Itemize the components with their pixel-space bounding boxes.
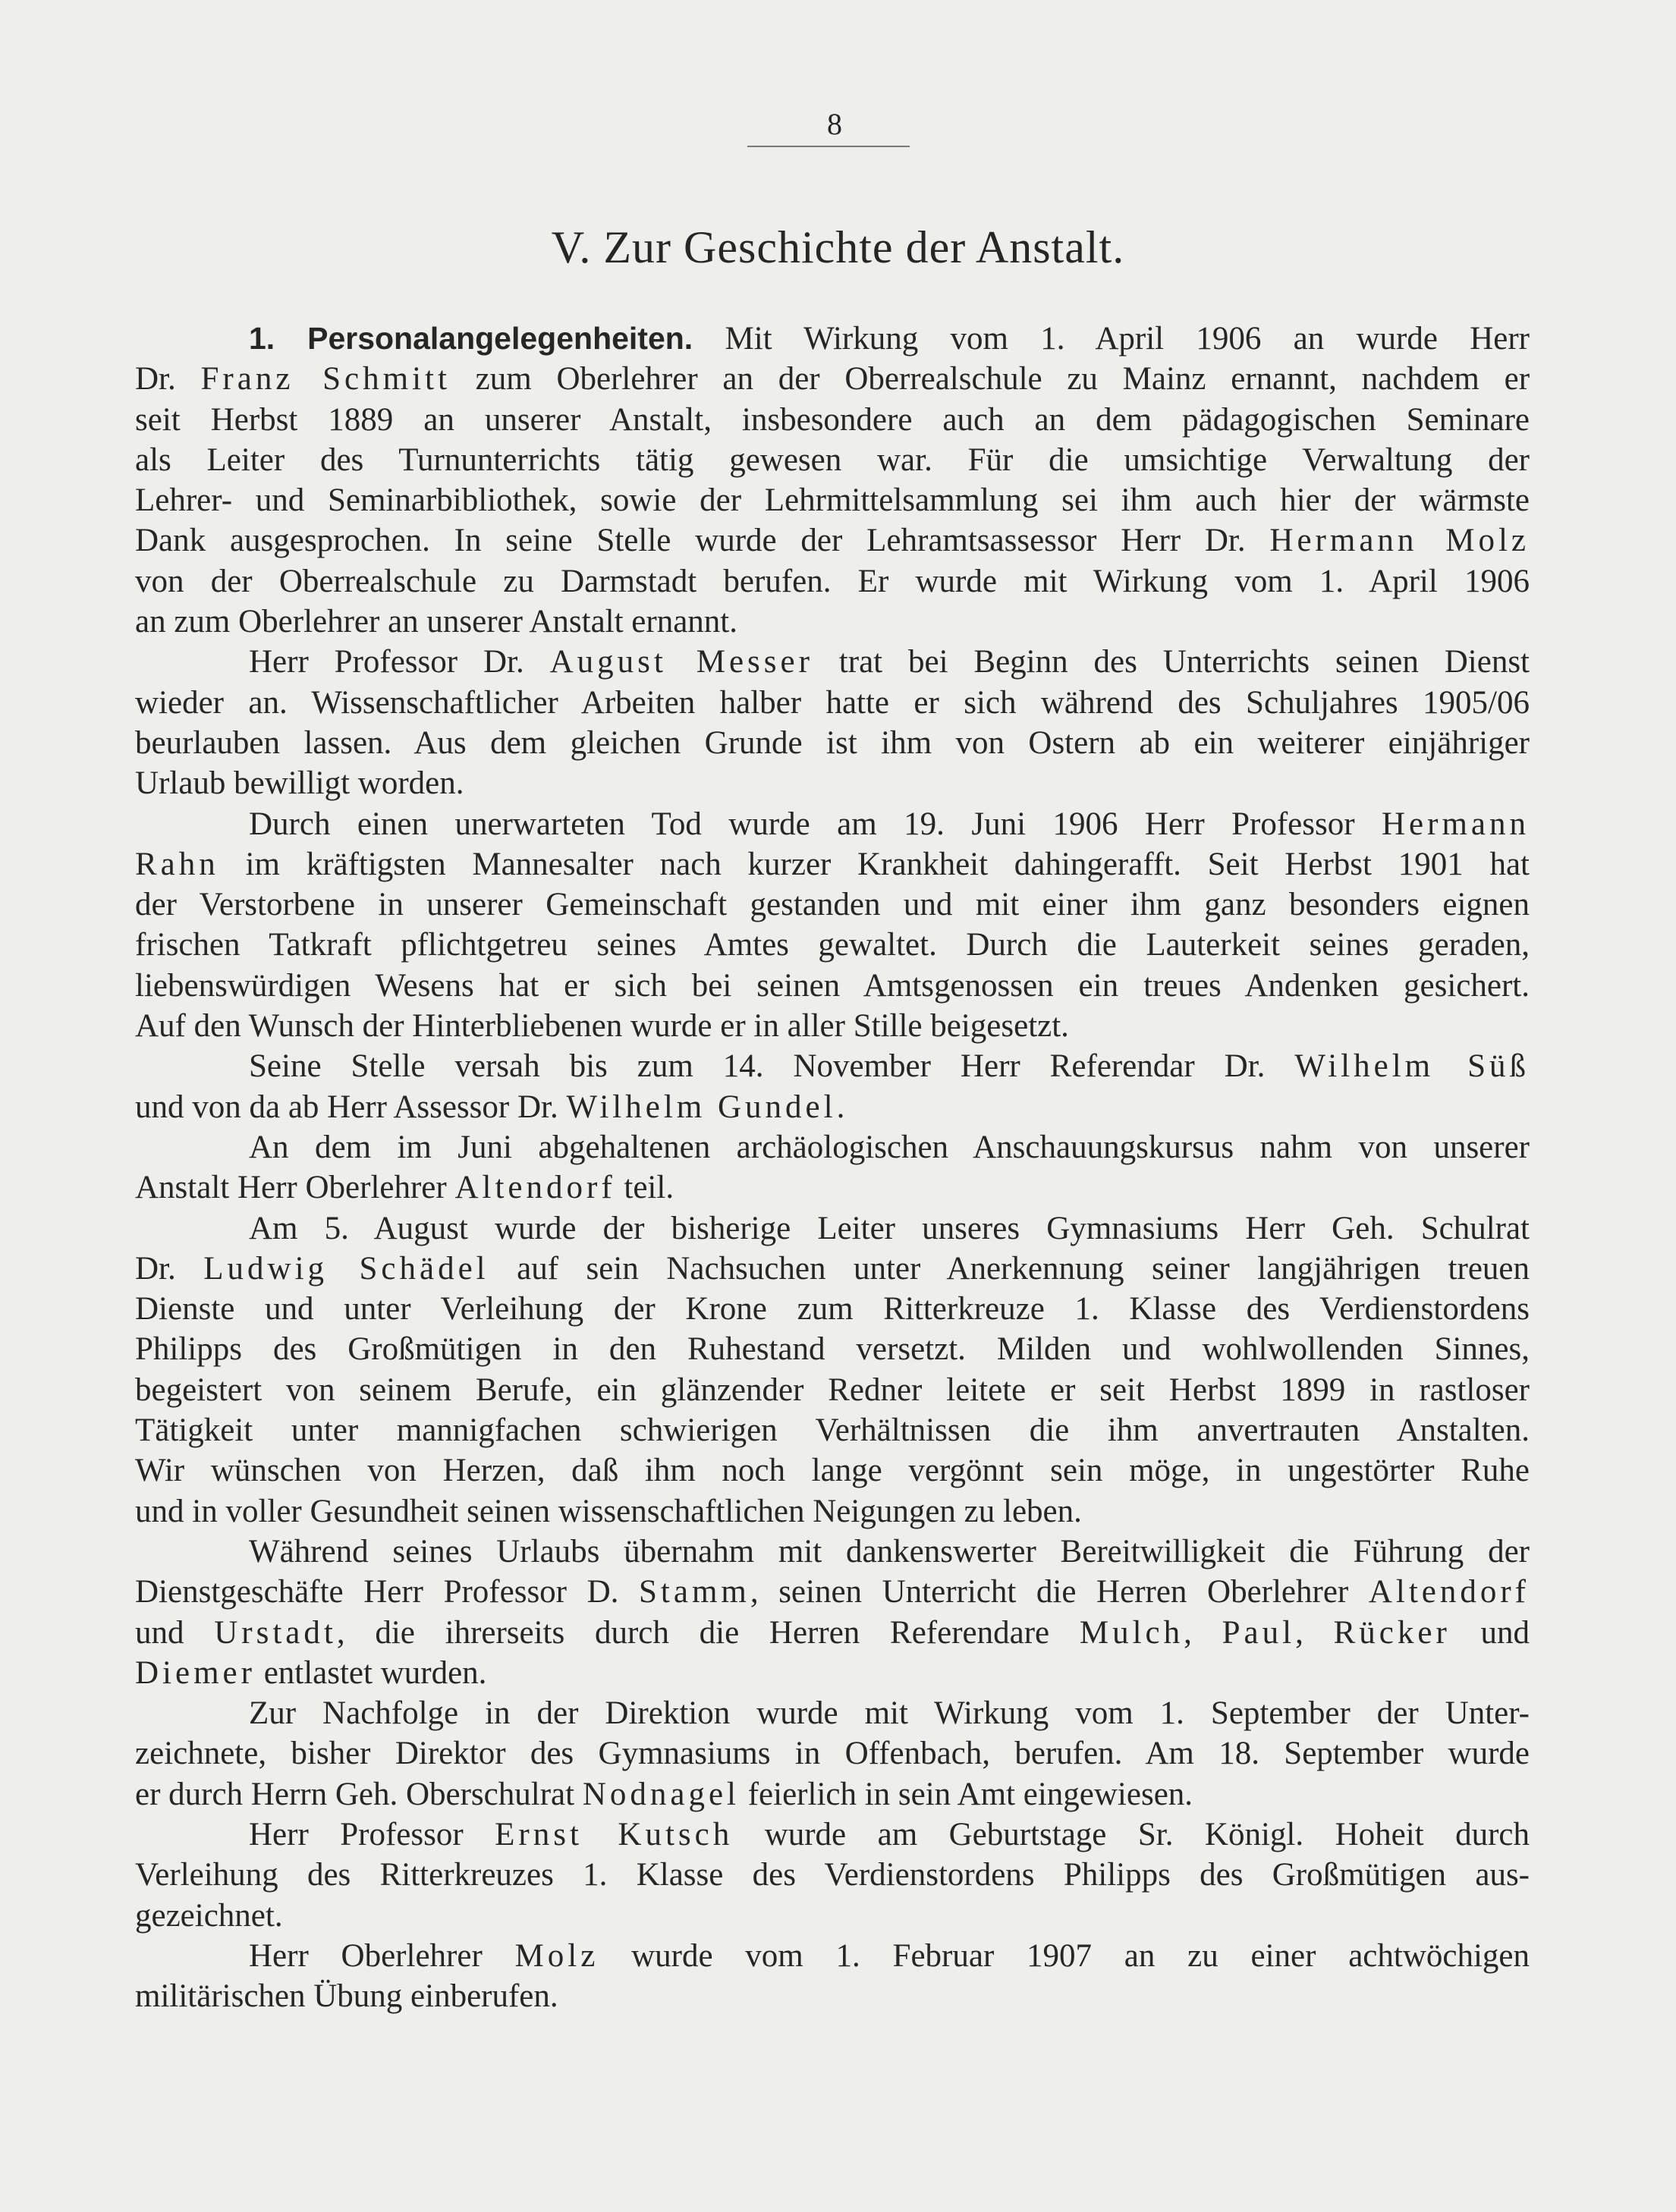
text-line: Zur Nachfolge in der Direktion wurde mit Wirkung vom 1. September der Unter- — [249, 1695, 1530, 1732]
text-line: und in voller Gesundheit seinen wissenschaftlichen Neigungen zu leben. — [135, 1493, 1082, 1529]
text-line: gezeichnet. — [135, 1897, 283, 1934]
spaced-name: Ernst Kutsch — [495, 1816, 734, 1852]
spaced-name: Rahn — [135, 846, 219, 882]
text-line: Auf den Wunsch der Hinterbliebenen wurde er in aller Stille beigesetzt. — [135, 1008, 1069, 1045]
paragraph — [135, 804, 1530, 1047]
spaced-name: Paul — [1222, 1614, 1296, 1651]
text-line: Herr Professor Ernst Kutsch wurde am Geburtstage Sr. Königl. Hoheit durch — [249, 1816, 1530, 1852]
page-number: 8 — [827, 107, 842, 141]
text-line: Anstalt Herr Oberlehrer Altendorf teil. — [135, 1170, 674, 1206]
text-line: beurlauben lassen. Aus dem gleichen Grunde ist ihm von Ostern ab ein weiterer einjähriger — [135, 724, 1530, 761]
spaced-name: Franz Schmitt — [200, 361, 451, 397]
text-line: wieder an. Wissenschaftlicher Arbeiten halber hatte er sich während des Schuljahres 1905/06 — [135, 684, 1530, 721]
body-text — [135, 319, 1530, 2016]
text-line: Dank ausgesprochen. In seine Stelle wurde der Lehramtsassessor Herr Dr. Hermann Molz — [135, 523, 1530, 559]
text-line: und Urstadt, die ihrerseits durch die Herren Referendare Mulch, Paul, Rücker und — [135, 1614, 1530, 1651]
text-line: Philipps des Großmütigen in den Ruhestand versetzt. Milden und wohlwollenden Sinnes, — [135, 1331, 1530, 1368]
section-heading: 1. Personalangelegenheiten. — [249, 321, 693, 356]
text-line: und von da ab Herr Assessor Dr. Wilhelm Gundel. — [135, 1089, 845, 1125]
text-line: Rahn im kräftigsten Mannesalter nach kurzer Krankheit dahingerafft. Seit Herbst 1901 hat — [135, 846, 1530, 882]
text-line: 1. Personalangelegenheiten. Mit Wirkung vom 1. April 1906 an wurde Herr — [249, 321, 1530, 357]
text-line: Herr Oberlehrer Molz wurde vom 1. Februar 1907 an zu einer achtwöchigen — [249, 1937, 1530, 1974]
text-line: Urlaub bewilligt worden. — [135, 765, 464, 802]
spaced-name: Urstadt — [214, 1614, 337, 1651]
text-line: Lehrer- und Seminarbibliothek, sowie der Lehrmittelsammlung sei ihm auch hier der wärmste — [135, 482, 1530, 519]
spaced-name: Rücker — [1333, 1614, 1451, 1651]
text-line: Am 5. August wurde der bisherige Leiter unseres Gymnasiums Herr Geh. Schulrat — [249, 1210, 1530, 1246]
spaced-name: Altendorf — [454, 1170, 616, 1206]
spaced-name: Mulch — [1079, 1614, 1184, 1651]
text-line: zeichnete, bisher Direktor des Gymnasiums in Offenbach, berufen. Am 18. September wurde — [135, 1736, 1530, 1772]
text-line: Tätigkeit unter mannigfachen schwierigen Verhältnissen die ihm anvertrauten Anstalten. — [135, 1412, 1530, 1449]
text-line: militärischen Übung einberufen. — [135, 1978, 558, 2015]
text-line: er durch Herrn Geh. Oberschulrat Nodnagel feierlich in sein Amt eingewiesen. — [135, 1776, 1193, 1812]
text-line: Während seines Urlaubs übernahm mit dankenswerter Bereitwilligkeit die Führung der — [249, 1533, 1530, 1569]
text-line: Seine Stelle versah bis zum 14. November Herr Referendar Dr. Wilhelm Süß — [249, 1048, 1530, 1085]
paragraph — [135, 1815, 1530, 1936]
text-line: An dem im Juni abgehaltenen archäologischen Anschauungskursus nahm von unserer — [249, 1129, 1530, 1165]
text-line: Diemer entlastet wurden. — [135, 1654, 487, 1691]
paragraph — [135, 1127, 1530, 1208]
text-line: der Verstorbene in unserer Gemeinschaft gestanden und mit einer ihm ganz besonders eignen — [135, 887, 1530, 923]
spaced-name: Ludwig Schädel — [203, 1250, 489, 1287]
text-line: von der Oberrealschule zu Darmstadt berufen. Er wurde mit Wirkung vom 1. April 1906 — [135, 563, 1530, 599]
text-line: als Leiter des Turnunterrichts tätig gewesen war. Für die umsichtige Verwaltung der — [135, 441, 1530, 478]
paragraph — [135, 1046, 1530, 1127]
text-line: Dr. Franz Schmitt zum Oberlehrer an der Oberrealschule zu Mainz ernannt, nachdem er — [135, 361, 1530, 397]
text-line: Durch einen unerwarteten Tod wurde am 19. Juni 1906 Herr Professor Hermann — [249, 806, 1530, 842]
page-number-rule — [747, 146, 910, 147]
paragraph — [135, 642, 1530, 803]
text-line: begeistert von seinem Berufe, ein glänzender Redner leitete er seit Herbst 1899 in rastloser — [135, 1372, 1530, 1408]
paragraph — [135, 1936, 1530, 2017]
paragraph — [135, 1532, 1530, 1693]
spaced-name: Nodnagel — [582, 1776, 740, 1812]
spaced-name: August Messer — [549, 644, 813, 680]
text-line: Dr. Ludwig Schädel auf sein Nachsuchen unter Anerkennung seiner langjährigen treuen — [135, 1250, 1530, 1287]
spaced-name: Wilhelm Süß — [1294, 1048, 1530, 1085]
spaced-name: Diemer — [135, 1654, 256, 1691]
text-line: Verleihung des Ritterkreuzes 1. Klasse des Verdienstordens Philipps des Großmütigen aus- — [135, 1857, 1530, 1893]
text-line: Dienste und unter Verleihung der Krone zum Ritterkreuze 1. Klasse des Verdienstordens — [135, 1291, 1530, 1328]
spaced-name: Altendorf — [1368, 1574, 1530, 1610]
text-line: liebenswürdigen Wesens hat er sich bei seinen Amtsgenossen ein treues Andenken gesichert. — [135, 967, 1530, 1004]
paragraph — [135, 319, 1530, 642]
text-line: an zum Oberlehrer an unserer Anstalt ernannt. — [135, 604, 737, 640]
text-line: seit Herbst 1889 an unserer Anstalt, insbesondere auch an dem pädagogischen Seminare — [135, 401, 1530, 438]
text-line: Wir wünschen von Herzen, daß ihm noch lange vergönnt sein möge, in ungestörter Ruhe — [135, 1453, 1530, 1489]
paragraph — [135, 1693, 1530, 1815]
text-line: frischen Tatkraft pflichtgetreu seines Amtes gewaltet. Durch die Lauterkeit seines geraden, — [135, 927, 1530, 963]
paragraph — [135, 1208, 1530, 1532]
spaced-name: Stamm — [639, 1574, 750, 1610]
text-line: Dienstgeschäfte Herr Professor D. Stamm, seinen Unterricht die Herren Oberlehrer Altendorf — [135, 1574, 1530, 1610]
spaced-name: Hermann — [1382, 806, 1530, 842]
spaced-name: Wilhelm Gundel — [566, 1089, 837, 1125]
text-line: Herr Professor Dr. August Messer trat bei Beginn des Unterrichts seinen Dienst — [249, 644, 1530, 680]
spaced-name: Molz — [514, 1937, 599, 1974]
section-title: V. Zur Geschichte der Anstalt. — [551, 222, 1125, 272]
spaced-name: Hermann Molz — [1269, 523, 1530, 559]
